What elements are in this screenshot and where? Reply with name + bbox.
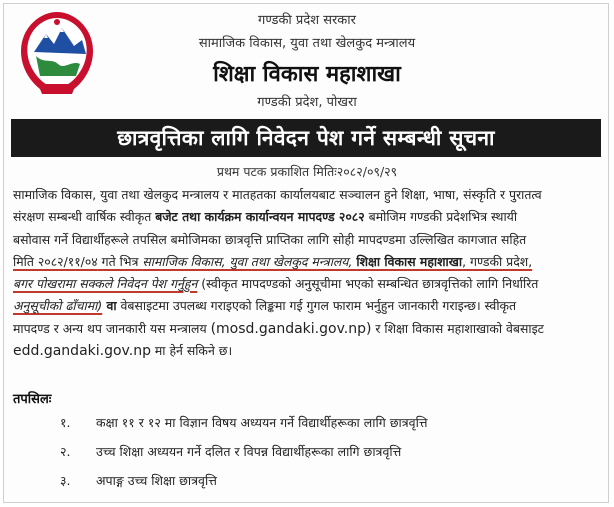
- notice-body: [13, 184, 603, 362]
- details-heading: तपसिलः: [13, 392, 52, 407]
- body-line-5: बगर पोखरामा सक्कले निवेदन पेश गर्नुहुन (स्वीकृत मापदण्डको अनुसूचीमा भएको सम्बन्धित छात्रवृत्तिको लागि निर्धारित: [13, 276, 539, 292]
- ministry-name: सामाजिक विकास, युवा तथा खेलकुद मन्त्रालय: [198, 36, 416, 51]
- body-line-6: अनुसूचीको ढाँचामा) वा वेबसाइटमा उपलब्ध गराइएको लिङ्कमा गई गुगल फाराम भर्नुहुन जानकारी गराइन्छ। स्वीकृत: [13, 298, 517, 314]
- body-line-7: मापदण्ड र अन्य थप जानकारी यस मन्त्रालय (mosd.gandaki.gov.np) र शिक्षा विकास महाशाखाको वेबसाइट: [13, 320, 544, 337]
- list-item: ३. अपाङ्ग उच्च शिक्षा छात्रवृत्ति: [60, 473, 217, 488]
- ministry-website-link[interactable]: (mosd.gandaki.gov.np): [210, 320, 372, 337]
- published-date: प्रथम पटक प्रकाशित मितिः२०८२/०९/२९: [216, 164, 398, 179]
- scholarship-list: [60, 408, 590, 495]
- government-name: गण्डकी प्रदेश सरकार: [258, 13, 356, 28]
- notice-banner: छात्रवृत्तिका लागि निवेदन पेश गर्ने सम्बन्धी सूचना: [11, 119, 601, 157]
- body-line-4: मिति २०८२/११/०४ गते भित्र सामाजिक विकास, युवा तथा खेलकुद मन्त्रालय, शिक्षा विकास महाशाखा, गण्डकी प्रदेश,: [13, 253, 533, 269]
- list-item: १. कक्षा ११ र १२ मा विज्ञान विषय अध्ययन गर्ने विद्यार्थीहरूका लागि छात्रवृत्ति: [60, 415, 428, 430]
- body-line-1: सामाजिक विकास, युवा तथा खेलकुद मन्त्रालय र मातहतका कार्यालयबाट सञ्चालन हुने शिक्षा, भाषा, संस्कृति र पुरातत्व: [13, 187, 542, 202]
- deadline-date: मिति २०८२/११/०४: [13, 253, 98, 269]
- body-line-2: संरक्षण सम्बन्धी वार्षिक स्वीकृत बजेट तथा कार्यक्रम कार्यान्वयन मापदण्ड २०८२ बमोजिम गण्डकी प्रदेशभित्र स्थायी: [13, 209, 518, 225]
- division-website-link[interactable]: edd.gandaki.gov.np: [13, 343, 151, 360]
- office-location: गण्डकी प्रदेश, पोखरा: [257, 95, 357, 110]
- list-item: २. उच्च शिक्षा अध्ययन गर्ने दलित र विपन्न विद्यार्थीहरूका लागि छात्रवृत्ति: [60, 444, 402, 459]
- division-title: शिक्षा विकास महाशाखा: [213, 62, 401, 87]
- body-line-8: edd.gandaki.gov.np मा हेर्न सकिने छ।: [13, 343, 233, 360]
- body-line-3: बसोवास गर्ने विद्यार्थीहरूले तपसिल बमोजिमका छात्रवृत्ति प्राप्तिका लागि सोही मापदण्डमा उल्लिखित कागजात सहित: [13, 231, 527, 247]
